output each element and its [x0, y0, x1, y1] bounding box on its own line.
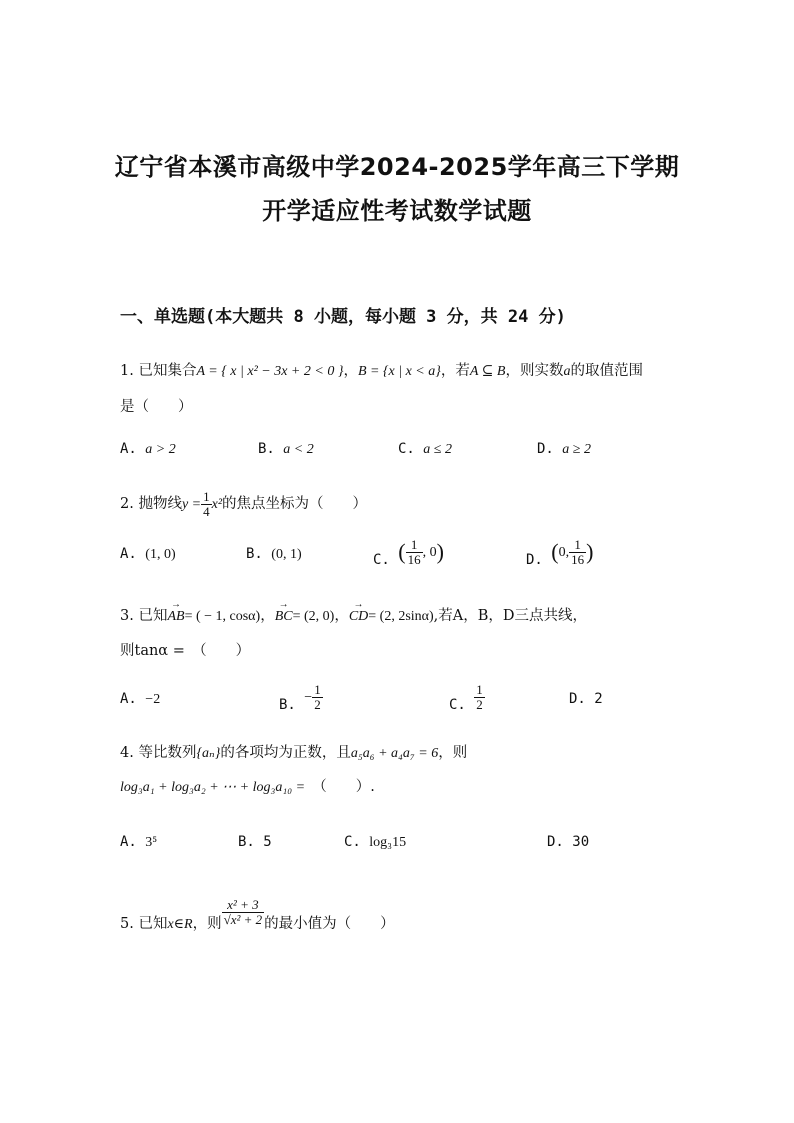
- q2-text-pre: 抛物线: [138, 496, 182, 513]
- q5-text-mid: ，则: [192, 916, 222, 933]
- q2-number: 2.: [120, 496, 134, 513]
- question-5: [120, 898, 395, 933]
- q1-set-b: B = {x | x < a}: [357, 364, 441, 379]
- exam-title-line2: 开学适应性考试数学试题: [262, 197, 532, 225]
- exam-title-line1: 辽宁省本溪市高级中学2024-2025学年高三下学期: [114, 153, 680, 181]
- q2-fraction: $\frac{1}{4}$: [203, 489, 210, 519]
- q3-bc-value: = (2, 0): [292, 609, 335, 624]
- q4-line2: log₃a₁ + log₃a₂ + ⋯ + log₃a₁₀ = （ ）.: [120, 779, 375, 795]
- q3-vector-bc: → BC: [275, 609, 293, 625]
- q1-text-mid: ，若: [440, 363, 470, 379]
- q4-option-b: B. 5: [238, 834, 272, 850]
- q2-x: x²: [211, 497, 223, 513]
- q1-line2: 是（ ）: [120, 399, 193, 415]
- q1-var: a: [563, 364, 571, 379]
- q5-number: 5.: [120, 916, 134, 933]
- q4-text-mid: 的各项均为正数，且: [220, 745, 351, 761]
- q3-vector-ab: → AB: [167, 609, 184, 625]
- q1-text-post: ，则实数: [505, 363, 564, 379]
- q3-cd-value: = (2, 2sinα): [368, 609, 434, 624]
- q2-option-a: A. (1, 0): [120, 546, 176, 562]
- question-4: [120, 741, 467, 762]
- q2-text-post: 的焦点坐标为（ ）: [222, 496, 368, 513]
- q3-option-b: B. − $\frac{1}{2}$: [279, 682, 321, 714]
- q1-option-c: C. a ≤ 2: [398, 441, 452, 457]
- q3-text-pre: 已知: [138, 608, 168, 624]
- q3-vector-cd: → CD: [349, 609, 368, 625]
- q4-sequence: {aₙ}: [196, 746, 221, 761]
- section-heading: 一、单选题(本大题共 8 小题，每小题 3 分，共 24 分): [120, 307, 566, 327]
- q2-option-d: D. (0, $\frac{1}{16}$ ): [526, 537, 594, 569]
- question-3: 3. 已知→ AB= ( − 1, cosα)，→ BC= (2, 0)，→ CD= (2, 2sinα),若A，B，D三点共线，: [120, 604, 587, 625]
- q4-option-a: A. 3⁵: [120, 834, 158, 850]
- q1-condition: A ⊆ B: [469, 364, 506, 379]
- q4-text-pre: 等比数列: [138, 745, 197, 761]
- q2-option-c: C. ( $\frac{1}{16}$ , 0): [373, 537, 444, 569]
- q3-number: 3.: [120, 608, 134, 624]
- q1-number: 1.: [120, 363, 134, 379]
- question-1: [120, 359, 643, 380]
- q5-condition: x∈R: [167, 917, 193, 933]
- q5-text-post: 的最小值为（ ）: [264, 916, 395, 933]
- q4-option-d: D. 30: [547, 834, 590, 850]
- q3-option-d: D. 2: [569, 691, 603, 707]
- q1-sep: ，: [343, 363, 358, 379]
- q5-text-pre: 已知: [138, 916, 168, 933]
- q1-option-a: A. a > 2: [120, 441, 176, 457]
- q5-fraction: $\frac{\text{x² + 3}}{\text{√x² + 2}}$: [223, 897, 263, 927]
- q2-option-b: B. (0, 1): [246, 546, 302, 562]
- q4-option-c: C. log₃15: [344, 834, 407, 850]
- question-2: [120, 490, 367, 518]
- q2-y: y =: [181, 497, 202, 513]
- q3-ab-value: = ( − 1, cosα): [184, 609, 261, 624]
- q4-text-post: ，则: [438, 745, 468, 761]
- q3-option-c: C. $\frac{1}{2}$: [449, 682, 483, 714]
- q3-text-post: ,若A，B，D三点共线，: [433, 608, 588, 624]
- q4-equation: a₅a₆ + a₄a₇ = 6: [350, 746, 439, 761]
- q1-text-post2: 的取值范围: [570, 363, 643, 379]
- q3-option-a: A. −2: [120, 691, 161, 707]
- q4-number: 4.: [120, 745, 134, 761]
- q3-line2: 则tanα = （ ）: [120, 643, 251, 659]
- q1-text-pre: 已知集合: [138, 363, 197, 379]
- q1-option-b: B. a < 2: [258, 441, 314, 457]
- q1-option-d: D. a ≥ 2: [537, 441, 591, 457]
- q1-set-a: A = { x | x² − 3x + 2 < 0 }: [196, 364, 344, 379]
